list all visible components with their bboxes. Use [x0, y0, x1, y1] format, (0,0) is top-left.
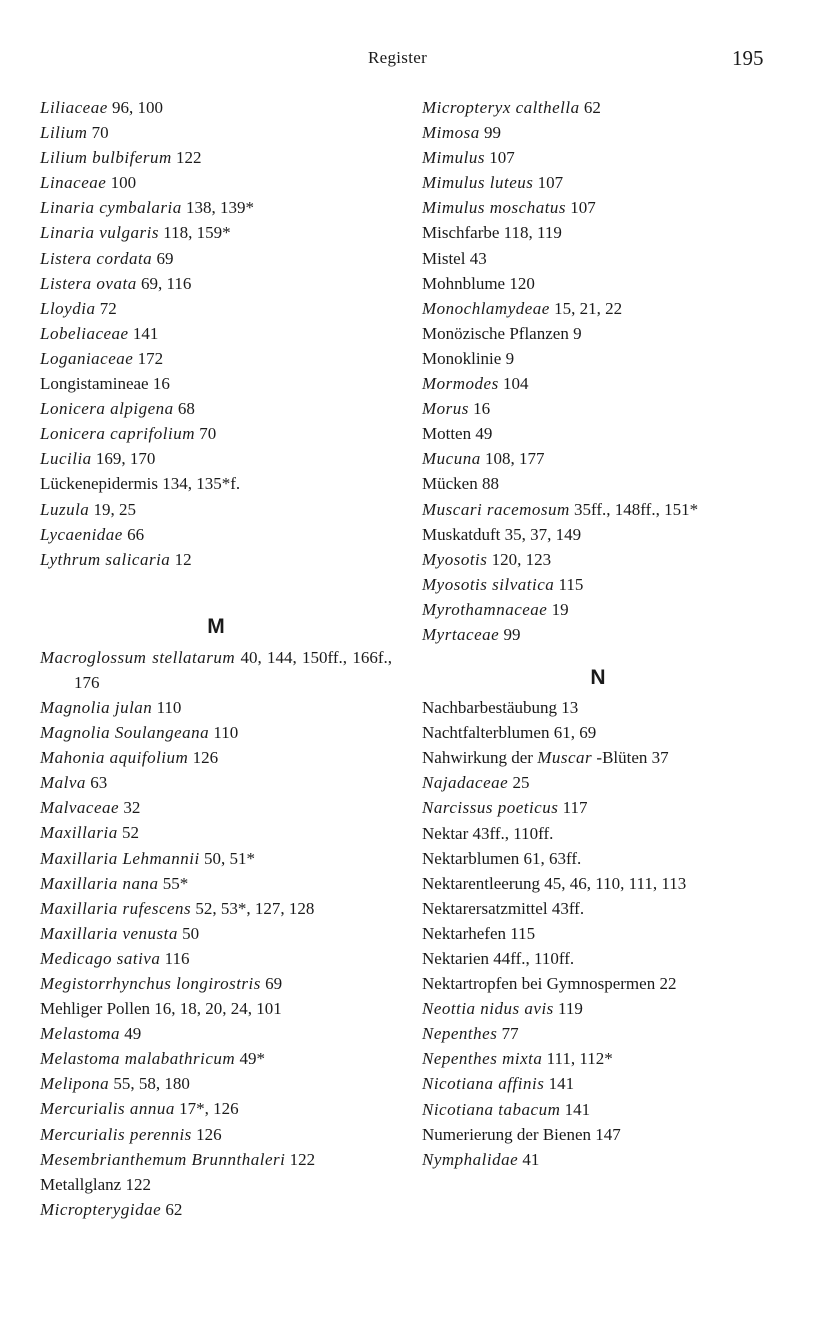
index-entry [422, 346, 774, 371]
index-entry [422, 846, 774, 871]
index-entry [422, 421, 774, 446]
index-term: Linaceae [40, 173, 107, 193]
index-page-refs: 77 [501, 1024, 519, 1044]
index-page-refs: 62 [583, 98, 601, 117]
index-page-refs: 22 [659, 974, 677, 994]
index-term: Linaria vulgaris [40, 223, 159, 243]
index-page-refs: 35, 37, 149 [504, 524, 582, 544]
index-page-refs: 122 [176, 148, 202, 168]
index-page-refs: 17*, 126 [179, 1099, 239, 1119]
index-entry [40, 946, 392, 971]
index-term: Lilium bulbiferum [40, 148, 172, 168]
index-term: Melastoma [40, 1024, 121, 1044]
index-term: Melipona [40, 1074, 110, 1094]
index-page-refs: 50, 51* [203, 848, 255, 868]
index-term: Myosotis [422, 549, 488, 569]
index-page-refs: 99 [484, 123, 502, 143]
index-entry [40, 1122, 392, 1147]
index-page-refs: 107 [570, 198, 596, 218]
index-page-refs: 9 [505, 348, 515, 368]
page-number: 195 [732, 46, 764, 70]
index-entry [422, 471, 774, 496]
index-term: Metallglanz [40, 1174, 122, 1194]
index-term: Mesembrianthemum Brunnthaleri [40, 1149, 286, 1169]
index-term: Linaria cymbalaria [40, 198, 182, 218]
index-page-refs: 169, 170 [95, 449, 156, 469]
index-page-refs: 117 [562, 798, 588, 818]
index-page-refs: 119 [558, 999, 583, 1019]
index-page-refs: 49 [124, 1024, 142, 1044]
index-term: Mücken [422, 474, 478, 494]
index-page-refs: 44ff., 110ff. [493, 949, 575, 968]
index-entry [40, 795, 392, 820]
index-page-refs: 40, 144, 150ff., 166f., 176 [74, 647, 393, 692]
index-term: Nektarien [422, 949, 490, 968]
index-entry [40, 446, 392, 471]
index-term: Mormodes [422, 374, 499, 394]
index-page-refs: 66 [127, 524, 145, 544]
index-term: Mimulus [422, 148, 485, 168]
index-entry [40, 1021, 392, 1046]
index-term: Mucuna [422, 449, 481, 469]
index-entry [40, 1147, 392, 1172]
index-page-refs: 52, 53*, 127, 128 [195, 898, 315, 918]
index-entry-part: Nahwirkung der [422, 748, 538, 768]
index-entry [422, 695, 774, 720]
index-term: Nicotiana tabacum [422, 1099, 561, 1119]
index-page-refs: 107 [489, 148, 515, 168]
index-term: Nektartropfen bei Gymnospermen [422, 974, 656, 994]
index-term: Myrtaceae [422, 624, 500, 644]
index-entry [422, 321, 774, 346]
index-term: Mercurialis annua [40, 1099, 175, 1119]
index-term: Listera ovata [40, 273, 137, 293]
index-entry [422, 547, 774, 572]
index-term: Lückenepidermis [40, 474, 159, 494]
index-group-m-continued [422, 95, 774, 647]
index-page-refs: 115 [558, 574, 584, 594]
index-page-refs: 88 [481, 474, 499, 494]
index-entry [40, 296, 392, 321]
index-page-refs: 16 [152, 374, 170, 394]
index-page-refs: 141 [548, 1074, 575, 1094]
index-term: Liliaceae [40, 98, 108, 117]
index-entry [40, 1197, 392, 1222]
index-page-refs: 25 [512, 773, 530, 793]
index-term: Mischfarbe [422, 223, 500, 243]
page-header [0, 48, 830, 72]
index-page-refs: 141 [564, 1099, 591, 1119]
index-entry [422, 296, 774, 321]
index-term: Mahonia aquifolium [40, 748, 189, 768]
index-term: Listera cordata [40, 248, 153, 268]
index-page-refs: 126 [196, 1124, 222, 1144]
index-term: Monözische Pflanzen [422, 323, 569, 343]
index-term: Morus [422, 399, 469, 419]
index-entry [40, 271, 392, 296]
index-term: Magnolia Soulangeana [40, 723, 210, 743]
index-entry [40, 996, 392, 1021]
index-page-refs: 69 [265, 974, 283, 993]
index-entry [422, 95, 774, 120]
index-entry [40, 522, 392, 547]
index-page-refs: 122 [125, 1174, 151, 1194]
index-page-refs: 107 [537, 173, 564, 193]
index-entry [40, 346, 392, 371]
index-term: Lilium [40, 123, 88, 143]
index-term: Lythrum salicaria [40, 549, 171, 569]
index-page-refs: 69 [156, 248, 174, 268]
index-term: Luzula [40, 499, 90, 519]
index-term: Motten [422, 424, 472, 444]
index-page-refs: 50 [182, 923, 200, 943]
index-entry [422, 821, 774, 846]
index-page-refs: 19, 25 [93, 499, 137, 519]
index-page-refs: 99 [503, 624, 521, 644]
index-entry [40, 95, 392, 120]
index-term: Malva [40, 773, 86, 793]
index-group-m [40, 645, 392, 1222]
index-term: Nachtfalterblumen [422, 723, 550, 743]
index-entry [422, 971, 774, 996]
index-page-refs: 138, 139* [185, 198, 254, 218]
index-entry [422, 770, 774, 795]
index-entry [422, 170, 774, 195]
index-term: Micropteryx calthella [422, 98, 580, 117]
index-page-refs: 141 [132, 323, 159, 343]
index-group-l [40, 95, 392, 572]
index-page-refs: 49* [239, 1049, 265, 1069]
index-entry [40, 145, 392, 170]
index-entry [422, 597, 774, 622]
index-entry [40, 421, 392, 446]
index-page-refs: 110 [213, 723, 239, 743]
index-term: Muskatduft [422, 524, 501, 544]
index-term: Neottia nidus avis [422, 999, 554, 1019]
index-entry [422, 246, 774, 271]
index-entry [40, 871, 392, 896]
running-head: Register [368, 48, 428, 67]
index-page-refs: 110 [156, 697, 182, 717]
index-term: Narcissus poeticus [422, 798, 559, 818]
index-entry [422, 996, 774, 1021]
index-entry [40, 497, 392, 522]
index-entry [40, 1172, 392, 1197]
index-term: Lycaenidae [40, 524, 123, 544]
index-term: Nektar [422, 823, 469, 843]
index-page-refs: 35ff., 148ff., 151* [574, 499, 699, 519]
index-entry [422, 120, 774, 145]
index-term: Nicotiana affinis [422, 1074, 545, 1094]
index-page-refs: 68 [177, 399, 195, 419]
index-term: Najadaceae [422, 773, 509, 793]
index-term: Lloydia [40, 298, 96, 318]
index-entry [422, 622, 774, 647]
index-page-refs: 70 [91, 123, 109, 143]
index-entry [40, 720, 392, 745]
index-term: Malvaceae [40, 798, 120, 818]
index-term: Medicago sativa [40, 948, 161, 968]
section-heading-n: N [590, 666, 606, 690]
index-page-refs: 134, 135*f. [162, 474, 241, 494]
index-entry [40, 1096, 392, 1121]
index-page-refs: 122 [289, 1149, 316, 1169]
index-entry [422, 271, 774, 296]
index-term: Lonicera alpigena [40, 399, 174, 419]
index-entry [40, 1071, 392, 1096]
index-entry [422, 946, 774, 971]
index-page-refs: 120, 123 [491, 549, 552, 569]
index-page-refs: 32 [123, 798, 141, 818]
index-entry [40, 896, 392, 921]
index-page-refs: 116 [164, 948, 190, 968]
index-entry-part: Muscar [537, 748, 593, 768]
index-entry [40, 695, 392, 720]
index-entry [422, 497, 774, 522]
index-term: Mehliger Pollen [40, 999, 151, 1019]
index-entry [422, 1122, 774, 1147]
index-term: Maxillaria nana [40, 873, 159, 893]
index-entry [422, 1071, 774, 1096]
index-entry [422, 921, 774, 946]
index-entry [40, 321, 392, 346]
index-page-refs: 115 [510, 923, 536, 943]
index-column-left [40, 95, 392, 1222]
index-entry [422, 1046, 774, 1071]
index-page-refs: 118, 119 [503, 223, 562, 243]
index-page-refs: 9 [573, 323, 582, 343]
index-term: Myosotis silvatica [422, 574, 555, 594]
index-term: Numerierung der Bienen [422, 1124, 591, 1144]
index-term: Nektarentleerung [422, 873, 540, 893]
index-page-refs: 147 [595, 1124, 621, 1144]
index-term: Myrothamnaceae [422, 599, 548, 619]
index-page-refs: 172 [137, 348, 164, 368]
index-entry [422, 1147, 774, 1172]
index-page-refs: 62 [165, 1199, 183, 1219]
index-term: Mercurialis perennis [40, 1124, 192, 1144]
index-term: Maxillaria rufescens [40, 898, 192, 918]
index-column-right [422, 95, 774, 1172]
index-term: Nepenthes [422, 1024, 498, 1044]
index-term: Mimosa [422, 123, 480, 143]
index-page-refs: 19 [551, 599, 569, 619]
index-page-refs: 13 [561, 698, 579, 718]
index-entry [422, 1021, 774, 1046]
index-term: Monochlamydeae [422, 298, 550, 318]
index-entry [40, 220, 392, 245]
index-page-refs: 104 [502, 374, 529, 394]
index-term: Muscari racemosum [422, 499, 570, 519]
index-entry [40, 645, 392, 695]
index-term: Melastoma malabathricum [40, 1049, 236, 1069]
index-entry [40, 246, 392, 271]
index-entry [40, 371, 392, 396]
index-term: Nektarblumen [422, 848, 520, 868]
index-page-refs: 111, 112* [546, 1049, 613, 1069]
index-entry [422, 795, 774, 820]
index-page-refs: 45, 46, 110, 111, 113 [544, 873, 687, 893]
index-entry [422, 896, 774, 921]
index-entry [422, 195, 774, 220]
index-entry [40, 921, 392, 946]
index-term: Maxillaria [40, 823, 118, 843]
index-term: Lonicera caprifolium [40, 424, 195, 444]
index-page-refs: 16, 18, 20, 24, 101 [154, 999, 282, 1019]
index-term: Maxillaria Lehmannii [40, 848, 200, 868]
index-page-refs: 61, 63ff. [523, 848, 582, 868]
index-term: Macroglossum stellatarum [40, 647, 236, 667]
index-term: Magnolia julan [40, 697, 153, 717]
index-term: Monoklinie [422, 348, 502, 368]
index-term: Lucilia [40, 449, 92, 469]
index-term: Nektarhefen [422, 923, 507, 943]
index-page-refs: 43ff. [551, 898, 585, 918]
index-page-refs: 55, 58, 180 [113, 1074, 190, 1094]
index-entry [422, 745, 774, 770]
index-entry [40, 471, 392, 496]
index-entry [40, 770, 392, 795]
index-entry [40, 846, 392, 871]
index-page-refs: 63 [90, 773, 108, 793]
index-entry [422, 396, 774, 421]
index-term: Micropterygidae [40, 1199, 162, 1219]
index-page-refs: 126 [192, 748, 219, 768]
index-page-refs: 100 [110, 173, 137, 193]
index-page-refs: 96, 100 [112, 98, 164, 117]
index-term: Mimulus luteus [422, 173, 534, 193]
index-page-refs: 16 [473, 399, 491, 419]
index-entry [422, 522, 774, 547]
index-page-refs: 52 [121, 823, 139, 843]
index-term: Mimulus moschatus [422, 198, 567, 218]
index-term: Nektarersatzmittel [422, 898, 548, 918]
index-term: Lobeliaceae [40, 323, 129, 343]
index-entry [422, 572, 774, 597]
index-entry [40, 745, 392, 770]
index-term: Nachbarbestäubung [422, 698, 558, 718]
index-entry [422, 371, 774, 396]
index-entry [40, 120, 392, 145]
index-entry [422, 145, 774, 170]
index-page-refs: 108, 177 [484, 449, 545, 469]
index-term: Megistorrhynchus longirostris [40, 974, 261, 993]
index-page-refs: 69, 116 [140, 273, 192, 293]
index-entry [422, 446, 774, 471]
index-entry [40, 1046, 392, 1071]
index-page-refs: 12 [174, 549, 192, 569]
index-entry [40, 170, 392, 195]
index-page-refs: 70 [199, 424, 217, 444]
index-entry-part: -Blüten 37 [592, 748, 669, 768]
index-entry [422, 871, 774, 896]
index-term: Longistamineae [40, 374, 149, 394]
index-entry [40, 195, 392, 220]
index-page-refs: 118, 159* [163, 223, 231, 243]
index-term: Maxillaria venusta [40, 923, 178, 943]
index-page-refs: 15, 21, 22 [554, 298, 623, 318]
index-entry [40, 396, 392, 421]
index-group-n [422, 695, 774, 1172]
index-term: Mohnblume [422, 273, 506, 293]
index-page-refs: 49 [475, 424, 493, 444]
index-page-refs: 43ff., 110ff. [472, 823, 554, 843]
index-term: Mistel [422, 248, 466, 268]
index-entry [40, 820, 392, 845]
index-page-refs: 43 [469, 248, 487, 268]
index-term: Nymphalidae [422, 1149, 519, 1169]
index-page-refs: 61, 69 [553, 723, 597, 743]
index-entry [40, 547, 392, 572]
index-page-refs: 120 [509, 273, 535, 293]
index-term: Nepenthes mixta [422, 1049, 543, 1069]
index-entry [422, 220, 774, 245]
index-page-refs: 41 [522, 1149, 540, 1169]
index-term: Loganiaceae [40, 348, 134, 368]
index-entry [422, 720, 774, 745]
index-page-refs: 72 [99, 298, 117, 318]
index-entry [40, 971, 392, 996]
index-page-refs: 55* [162, 873, 189, 893]
index-entry [422, 1097, 774, 1122]
section-heading-m: M [207, 614, 225, 638]
